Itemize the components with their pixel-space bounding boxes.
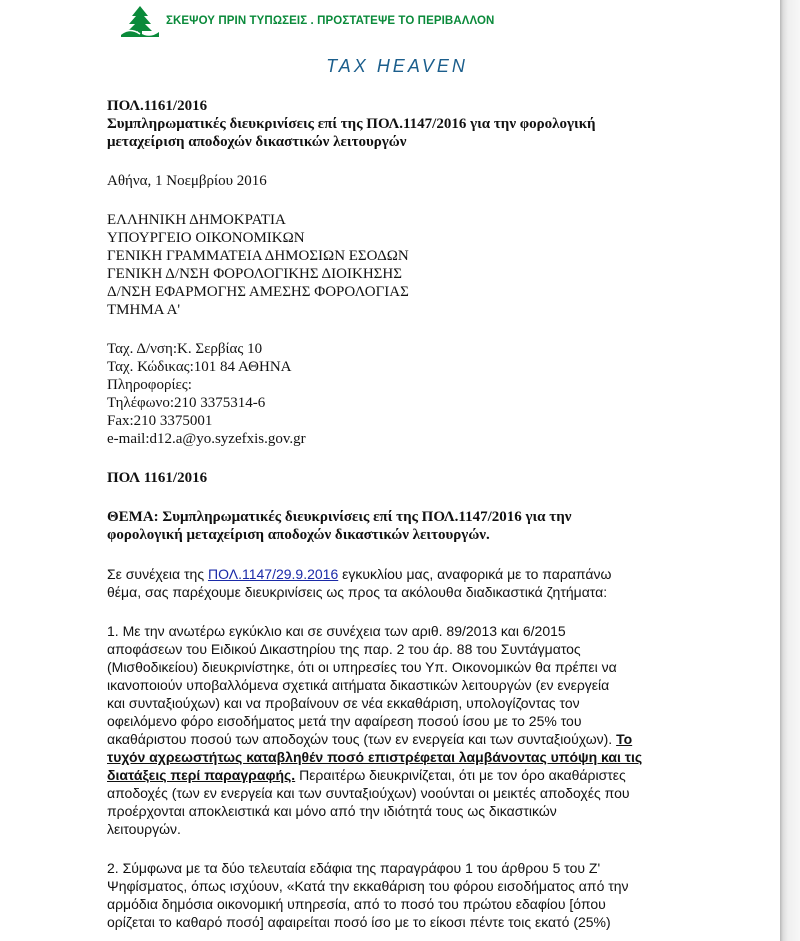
p1-line: προέρχονται αποκλειστικά και μόνο από την ιδιότητά τους ως δικαστικών bbox=[107, 803, 557, 819]
authority-block bbox=[107, 211, 687, 319]
p1-line-9-text: Περαιτέρω διευκρινίζεται, ότι με τον όρο ακαθάριστες bbox=[295, 767, 626, 783]
intro-text-pre: Σε συνέχεια της bbox=[107, 566, 208, 582]
p1-line: αποδοχές (των εν ενεργεία και των συνταξιούχων) νοούνται οι μεικτές αποδοχές που bbox=[107, 785, 630, 801]
contact-line: e-mail:d12.a@yo.syzefxis.gov.gr bbox=[107, 431, 306, 447]
p1-line: οφειλόμενο φόρο εισοδήματος μετά την αφαίρεση ποσού ίσου με το 25% του bbox=[107, 713, 582, 729]
p1-emphasis-line: τυχόν αχρεωστήτως καταβληθέν ποσό επιστρέφεται λαμβάνοντας υπόψη και τις bbox=[107, 749, 643, 765]
tax-heaven-logo bbox=[306, 55, 488, 77]
authority-line: ΓΕΝΙΚΗ ΓΡΑΜΜΑΤΕΙΑ ΔΗΜΟΣΙΩΝ ΕΣΟΔΩΝ bbox=[107, 248, 409, 264]
contact-line: Ταχ. Κώδικας:101 84 ΑΘΗΝΑ bbox=[107, 359, 292, 375]
pol-ref: ΠΟΛ 1161/2016 bbox=[107, 470, 208, 486]
contact-block bbox=[107, 340, 687, 448]
contact-line: Τηλέφωνο:210 3375314-6 bbox=[107, 395, 266, 411]
p1-emphasis-start: Το bbox=[616, 731, 633, 747]
p2-line: Ψηφίσματος, όπως ισχύουν, «Κατά την εκκαθάριση του φόρου εισοδήματος από την bbox=[107, 878, 629, 894]
doc-ref: ΠΟΛ.1161/2016 bbox=[107, 98, 208, 114]
p1-emphasis-end: διατάξεις περί παραγραφής. bbox=[107, 767, 296, 783]
p1-line-7-text: ακαθάριστου ποσού των αποδοχών τους (των εν ενεργεία και των συνταξιούχων). bbox=[107, 731, 617, 747]
doc-subject-line-2: μεταχείριση αποδοχών δικαστικών λειτουργών bbox=[107, 134, 407, 150]
p1-line: και συνταξιούχων) και να προβαίνουν σε νέα εκκαθάριση, υπολογίζοντας τον bbox=[107, 695, 580, 711]
thema-line-2: φορολογική μεταχείριση αποδοχών δικαστικών λειτουργών. bbox=[107, 527, 490, 543]
doc-subject-line-1: Συμπληρωματικές διευκρινίσεις επί της ΠΟΛ.1147/2016 για την φορολογική bbox=[107, 116, 596, 132]
authority-line: ΕΛΛΗΝΙΚΗ ΔΗΜΟΚΡΑΤΙΑ bbox=[107, 212, 286, 228]
intro-paragraph bbox=[107, 565, 687, 601]
banner-text: ΣΚΕΨΟΥ ΠΡΙΝ ΤΥΠΩΣΕΙΣ . ΠΡΟΣΤΑΤΕΨΕ ΤΟ ΠΕΡΙΒΑΛΛΟΝ bbox=[166, 15, 495, 27]
pol-1147-link[interactable]: ΠΟΛ.1147/29.9.2016 bbox=[207, 566, 339, 582]
authority-line: ΤΜΗΜΑ Α' bbox=[107, 302, 181, 318]
intro-text-post: εγκυκλίου μας, αναφορικά με το παραπάνω bbox=[338, 566, 612, 582]
contact-line: Ταχ. Δ/νση:Κ. Σερβίας 10 bbox=[107, 341, 263, 357]
thema-line-1: ΘΕΜΑ: Συμπληρωματικές διευκρινίσεις επί της ΠΟΛ.1147/2016 για την bbox=[107, 509, 572, 525]
paragraph-1 bbox=[107, 622, 687, 838]
authority-line: Δ/ΝΣΗ ΕΦΑΡΜΟΓΗΣ ΑΜΕΣΗΣ ΦΟΡΟΛΟΓΙΑΣ bbox=[107, 284, 409, 300]
page-edge-shadow bbox=[780, 0, 800, 941]
p2-line: 2. Σύμφωνα με τα δύο τελευταία εδάφια της παραγράφου 1 του άρθρου 5 του Ζ' bbox=[107, 860, 601, 876]
p1-line: (Μισθοδικείου) διευκρινίστηκε, ότι οι υπηρεσίες του Υπ. Οικονομικών θα πρέπει να bbox=[107, 659, 617, 675]
p1-line: 1. Με την ανωτέρω εγκύκλιο και σε συνέχεια των αριθ. 89/2013 και 6/2015 bbox=[107, 623, 566, 639]
authority-line: ΥΠΟΥΡΓΕΙΟ ΟΙΚΟΝΟΜΙΚΩΝ bbox=[107, 230, 305, 246]
p2-line: ορίζεται το καθαρό ποσό] αφαιρείται ποσό ίσο με το είκοσι πέντε τοις εκατό (25%) bbox=[107, 914, 611, 930]
contact-line: Πληροφορίες: bbox=[107, 377, 192, 393]
p1-line: ικανοποιούν υποβαλλόμενα σχετικά αιτήματα δικαστικών λειτουργών (εν ενεργεία bbox=[107, 677, 610, 693]
tree-logo-icon bbox=[120, 5, 160, 37]
intro-line-2: θέμα, σας παρέχουμε διευκρινίσεις ως προς τα ακόλουθα διαδικαστικά ζητήματα: bbox=[107, 584, 608, 600]
tax-heaven-logo-text: TAX HEAVEN bbox=[326, 56, 468, 76]
authority-line: ΓΕΝΙΚΗ Δ/ΝΣΗ ΦΟΡΟΛΟΓΙΚΗΣ ΔΙΟΙΚΗΣΗΣ bbox=[107, 266, 402, 282]
eco-banner bbox=[120, 4, 494, 38]
p1-line: αποφάσεων του Ειδικού Δικαστηρίου της παρ. 2 του άρ. 88 του Συντάγματος bbox=[107, 641, 581, 657]
contact-line: Fax:210 3375001 bbox=[107, 413, 213, 429]
paragraph-2 bbox=[107, 859, 687, 931]
p2-line: αρμόδια δημόσια οικονομική υπηρεσία, από το ποσό του πρώτου εδαφίου [όπου bbox=[107, 896, 606, 912]
doc-date: Αθήνα, 1 Νοεμβρίου 2016 bbox=[107, 173, 267, 189]
document-body bbox=[107, 97, 687, 931]
p1-line: λειτουργών. bbox=[107, 821, 181, 837]
